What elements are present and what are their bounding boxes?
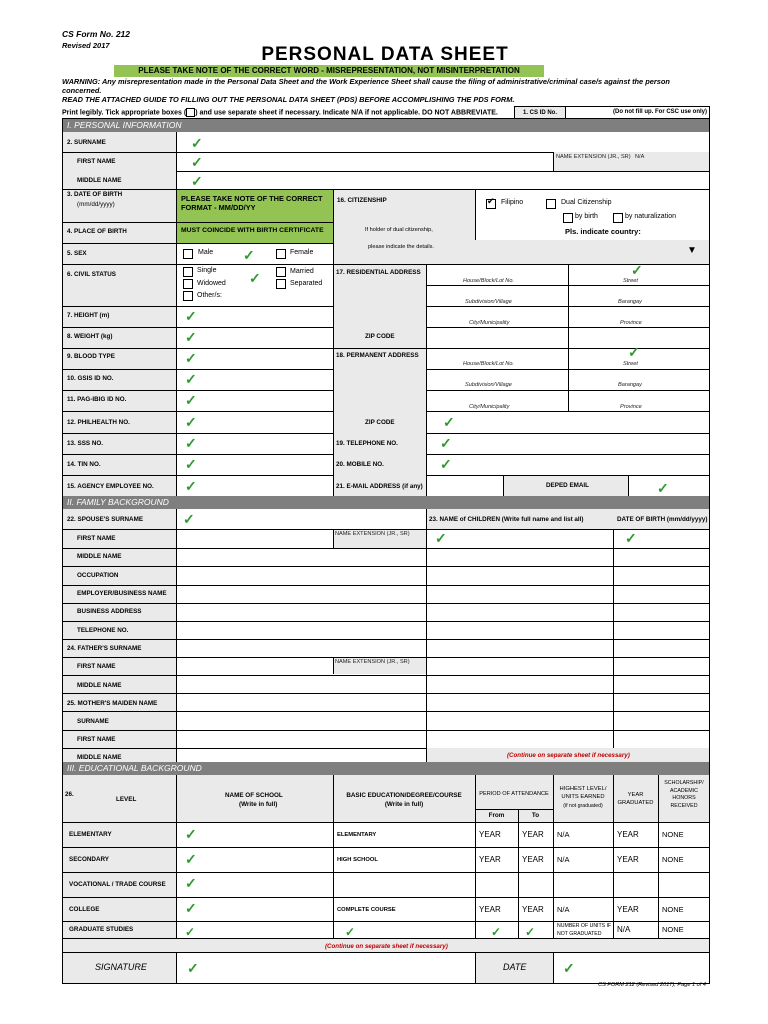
label-occupation: OCCUPATION <box>77 572 119 579</box>
check-icon: ✓ <box>185 900 197 916</box>
warning-line-3: READ THE ATTACHED GUIDE TO FILLING OUT THE PERSONAL DATA SHEET (PDS) BEFORE ACCOMPLISHING THE PDS FORM. <box>62 95 515 104</box>
female-checkbox[interactable] <box>276 249 286 259</box>
edu-from-cell[interactable] <box>475 873 518 897</box>
edu-level-cell: ELEMENTARY <box>63 823 176 847</box>
edu-to-cell[interactable]: YEAR <box>522 830 544 839</box>
edu-honors-cell[interactable]: NONE <box>662 925 684 934</box>
label-edu-from: From <box>488 812 505 819</box>
check-icon: ✓ <box>185 435 197 451</box>
check-icon: ✓ <box>563 960 575 976</box>
warning-line-1: WARNING: Any misrepresentation made in the Personal Data Sheet and the Work Experience Sheet shall cause the filing of administrative/criminal case/s against the person <box>62 77 670 86</box>
label-civil-status: 6. CIVIL STATUS <box>67 271 116 278</box>
warning-line-2: concerned. <box>62 86 102 95</box>
label-spouse-surname: 22. SPOUSE'S SURNAME <box>67 516 144 523</box>
label-married: Married <box>290 268 314 275</box>
pob-note: MUST COINCIDE WITH BIRTH CERTIFICATE <box>177 223 333 243</box>
edu-level-cell: VOCATIONAL / TRADE COURSE <box>63 873 176 897</box>
label-blood-type: 9. BLOOD TYPE <box>67 353 115 360</box>
dual-citizenship-checkbox[interactable] <box>546 199 556 209</box>
chevron-down-icon: ▼ <box>687 245 697 256</box>
label-street-perm: Street <box>623 361 638 367</box>
label-female: Female <box>290 249 314 256</box>
label-name-extension: NAME EXTENSION (JR., SR) <box>556 154 631 160</box>
edu-highest-cell[interactable]: NUMBER OF UNITS IF NOT GRADUATED <box>557 923 612 937</box>
label-signature: SIGNATURE <box>95 962 147 972</box>
edu-highest-cell[interactable]: N/A <box>557 855 570 864</box>
label-city-res: City/Municipality <box>469 320 510 326</box>
label-edu-school: NAME OF SCHOOL <box>225 792 283 799</box>
check-icon: ✓ <box>243 247 255 263</box>
label-zip-res: ZIP CODE <box>365 333 395 340</box>
label-deped-email: DEPED EMAIL <box>546 482 590 489</box>
label-subdivision-perm: Subdivision/Village <box>465 382 512 388</box>
label-residential-address: 17. RESIDENTIAL ADDRESS <box>336 269 421 276</box>
label-spouse-name-extension: NAME EXTENSION (JR., SR) <box>335 531 410 537</box>
married-checkbox[interactable] <box>276 267 286 277</box>
name-extension-value: N/A <box>635 154 645 160</box>
check-icon: ✓ <box>185 478 197 494</box>
label-date: DATE <box>503 962 527 972</box>
label-others: Other/s: <box>197 292 222 299</box>
label-gsis: 10. GSIS ID NO. <box>67 375 114 382</box>
edu-to-cell[interactable] <box>518 873 553 897</box>
label-edu-year-graduated: YEAR GRADUATED <box>617 792 654 806</box>
check-icon: ✓ <box>191 154 203 170</box>
label-province-res: Province <box>620 320 642 326</box>
label-edu-num: 26. <box>65 791 74 798</box>
label-edu-honors: SCHOLARSHIP/ ACADEMIC HONORS RECEIVED <box>664 780 704 809</box>
check-icon: ✓ <box>443 414 455 430</box>
label-mother-first-name: FIRST NAME <box>77 736 116 743</box>
label-weight: 8. WEIGHT (kg) <box>67 333 113 340</box>
edu-to-cell[interactable]: YEAR <box>522 855 544 864</box>
print-instruction-a: Print legibly. Tick appropriate boxes ( <box>62 109 187 117</box>
section-personal-info: I. PERSONAL INFORMATION <box>63 119 709 132</box>
edu-course-cell[interactable]: HIGH SCHOOL <box>337 857 378 863</box>
label-employer: EMPLOYER/BUSINESS NAME <box>77 590 167 597</box>
by-birth-checkbox[interactable] <box>563 213 573 223</box>
check-icon: ✓ <box>191 173 203 189</box>
page-footer: CS FORM 212 (Revised 2017), Page 1 of 4 <box>598 982 706 988</box>
edu-year-cell[interactable]: N/A <box>617 925 631 934</box>
label-province-perm: Province <box>620 404 642 410</box>
label-father-middle-name: MIDDLE NAME <box>77 682 122 689</box>
label-business-address: BUSINESS ADDRESS <box>77 608 142 615</box>
label-edu-level: LEVEL <box>116 796 137 803</box>
cs-id-note: (Do not fill up. For CSC use only) <box>613 109 707 115</box>
label-philhealth: 12. PHILHEALTH NO. <box>67 419 130 426</box>
label-father-surname: 24. FATHER'S SURNAME <box>67 645 142 652</box>
filipino-tick: ✔ <box>487 196 495 206</box>
label-children: 23. NAME of CHILDREN (Write full name and list all) <box>429 516 584 523</box>
check-icon: ✓ <box>525 925 536 939</box>
check-icon: ✓ <box>183 511 195 527</box>
check-icon: ✓ <box>631 262 643 278</box>
separated-checkbox[interactable] <box>276 279 286 289</box>
check-icon: ✓ <box>628 344 640 360</box>
label-telephone: 19. TELEPHONE NO. <box>336 440 398 447</box>
single-checkbox[interactable] <box>183 267 193 277</box>
label-if-dual-1: If holder of dual citizenship, <box>365 227 433 233</box>
label-house-perm: House/Block/Lot No. <box>463 361 514 367</box>
check-icon: ✓ <box>187 960 199 976</box>
label-surname: 2. SURNAME <box>67 139 106 146</box>
label-mother-maiden-name: 25. MOTHER'S MAIDEN NAME <box>67 700 158 707</box>
check-icon: ✓ <box>185 371 197 387</box>
label-indicate-country: Pls. indicate country: <box>565 227 641 236</box>
label-place-of-birth: 4. PLACE OF BIRTH <box>67 228 127 235</box>
family-continue-note: (Continue on separate sheet if necessary) <box>507 752 630 759</box>
label-house-res: House/Block/Lot No. <box>463 278 514 284</box>
label-email: 21. E-MAIL ADDRESS (if any) <box>336 483 423 490</box>
label-spouse-first-name: FIRST NAME <box>77 535 116 542</box>
edu-honors-cell[interactable]: NONE <box>662 855 684 864</box>
edu-from-cell[interactable]: YEAR <box>479 830 501 839</box>
label-tin: 14. TIN NO. <box>67 461 101 468</box>
label-edu-course: BASIC EDUCATION/DEGREE/COURSE <box>346 792 462 799</box>
edu-course-cell[interactable]: ELEMENTARY <box>337 832 377 838</box>
label-father-name-extension: NAME EXTENSION (JR., SR) <box>335 659 410 665</box>
label-pagibig: 11. PAG-IBIG ID NO. <box>67 396 127 403</box>
label-spouse-middle-name: MIDDLE NAME <box>77 553 122 560</box>
edu-highest-cell[interactable]: N/A <box>557 904 570 914</box>
label-dual-citizenship: Dual Citizenship <box>561 199 612 206</box>
edu-year-cell[interactable]: YEAR <box>617 830 639 839</box>
widowed-checkbox[interactable] <box>183 279 193 289</box>
edu-year-cell[interactable]: YEAR <box>617 855 639 864</box>
label-subdivision-res: Subdivision/Village <box>465 299 512 305</box>
edu-honors-cell[interactable]: NONE <box>662 830 684 839</box>
edu-level-cell: COLLEGE <box>63 898 176 921</box>
label-single: Single <box>197 267 217 274</box>
print-instruction-b: ) and use separate sheet if necessary. Indicate N/A if not applicable. DO NOT ABBREVIATE. <box>195 109 498 117</box>
page-title: PERSONAL DATA SHEET <box>261 44 509 65</box>
by-naturalization-checkbox[interactable] <box>613 213 623 223</box>
check-icon: ✓ <box>185 875 197 891</box>
edu-level-cell: GRADUATE STUDIES <box>63 922 176 938</box>
edu-from-cell[interactable]: YEAR <box>479 855 501 864</box>
check-icon: ✓ <box>657 480 669 496</box>
check-icon: ✓ <box>185 925 196 939</box>
label-height: 7. HEIGHT (m) <box>67 312 110 319</box>
label-citizenship: 16. CITIZENSHIP <box>337 197 387 204</box>
cs-id-label: 1. CS ID No. <box>515 107 566 119</box>
label-agency-employee: 15. AGENCY EMPLOYEE NO. <box>67 483 154 490</box>
edu-honors-cell[interactable] <box>658 873 709 897</box>
label-sss: 13. SSS NO. <box>67 440 104 447</box>
check-icon: ✓ <box>249 270 261 286</box>
warning-text <box>62 77 708 104</box>
label-permanent-address: 18. PERMANENT ADDRESS <box>336 352 419 359</box>
edu-year-cell[interactable]: YEAR <box>617 904 639 914</box>
label-filipino: Filipino <box>501 199 524 206</box>
label-edu-course-sub: (Write in full) <box>384 801 424 808</box>
form-number: CS Form No. 212 <box>62 29 131 39</box>
label-sex: 5. SEX <box>67 250 87 257</box>
note-banner: PLEASE TAKE NOTE OF THE CORRECT WORD - MISREPRESENTATION, NOT MISINTERPRETATION <box>114 65 544 77</box>
edu-highest-cell[interactable]: N/A <box>557 830 570 839</box>
check-icon: ✓ <box>345 925 356 939</box>
dob-format-note: PLEASE TAKE NOTE OF THE CORRECT FORMAT - MM/DD/YY <box>177 190 333 222</box>
check-icon: ✓ <box>185 851 197 867</box>
label-mother-middle-name: MIDDLE NAME <box>77 754 122 761</box>
label-mother-surname: SURNAME <box>77 718 109 725</box>
label-street-res: Street <box>623 278 638 284</box>
edu-to-cell[interactable]: YEAR <box>522 904 544 914</box>
check-icon: ✓ <box>625 530 637 546</box>
others-checkbox[interactable] <box>183 291 193 301</box>
label-father-first-name: FIRST NAME <box>77 663 116 670</box>
label-dob-format: (mm/dd/yyyy) <box>77 201 115 208</box>
edu-to-cell[interactable] <box>518 922 553 938</box>
label-edu-period: PERIOD OF ATTENDANCE <box>479 791 549 797</box>
label-spouse-telephone: TELEPHONE NO. <box>77 627 129 634</box>
label-barangay-perm: Barangay <box>618 382 642 388</box>
check-icon: ✓ <box>435 530 447 546</box>
check-icon: ✓ <box>185 350 197 366</box>
edu-year-cell[interactable] <box>613 873 658 897</box>
check-icon: ✓ <box>185 329 197 345</box>
label-edu-highest: HIGHEST LEVEL/ UNITS EARNED <box>559 786 607 800</box>
label-by-birth: by birth <box>575 213 598 220</box>
edu-course-cell[interactable]: COMPLETE COURSE <box>337 906 396 913</box>
label-by-naturalization: by naturalization <box>625 213 676 220</box>
label-middle-name: MIDDLE NAME <box>77 177 122 184</box>
check-icon: ✓ <box>440 456 452 472</box>
check-icon: ✓ <box>185 456 197 472</box>
revised-label: Revised 2017 <box>62 41 110 50</box>
edu-from-cell[interactable]: YEAR <box>479 904 501 914</box>
check-icon: ✓ <box>185 392 197 408</box>
check-icon: ✓ <box>440 435 452 451</box>
label-date-of-birth: 3. DATE OF BIRTH <box>67 191 123 198</box>
check-icon: ✓ <box>185 414 197 430</box>
label-zip-perm: ZIP CODE <box>365 419 395 426</box>
male-checkbox[interactable] <box>183 249 193 259</box>
check-icon: ✓ <box>491 925 502 939</box>
label-male: Male <box>198 249 214 256</box>
label-first-name: FIRST NAME <box>77 158 116 165</box>
edu-highest-cell[interactable] <box>553 873 613 897</box>
country-dropdown[interactable] <box>475 240 709 264</box>
education-continue-note: (Continue on separate sheet if necessary) <box>325 943 448 950</box>
label-city-perm: City/Municipality <box>469 404 510 410</box>
tick-box-sample <box>186 108 195 117</box>
label-edu-highest-sub: (if not graduated) <box>563 803 603 809</box>
check-icon: ✓ <box>191 135 203 151</box>
section-family-background: II. FAMILY BACKGROUND <box>63 496 709 509</box>
label-barangay-res: Barangay <box>618 299 642 305</box>
label-if-dual-2: please indicate the details. <box>368 244 434 250</box>
label-widowed: Widowed <box>197 280 226 287</box>
edu-course-cell[interactable] <box>333 873 475 897</box>
label-children-dob: DATE OF BIRTH (mm/dd/yyyy) <box>617 516 708 523</box>
form-body <box>62 118 710 984</box>
check-icon: ✓ <box>185 308 197 324</box>
label-edu-school-sub: (Write in full) <box>239 801 278 808</box>
edu-level-cell: SECONDARY <box>63 848 176 872</box>
label-separated: Separated <box>290 280 323 287</box>
section-educational-background: III. EDUCATIONAL BACKGROUND <box>63 762 709 775</box>
label-edu-to: To <box>531 812 540 819</box>
label-mobile: 20. MOBILE NO. <box>336 461 384 468</box>
edu-honors-cell[interactable]: NONE <box>662 904 684 914</box>
check-icon: ✓ <box>185 826 197 842</box>
